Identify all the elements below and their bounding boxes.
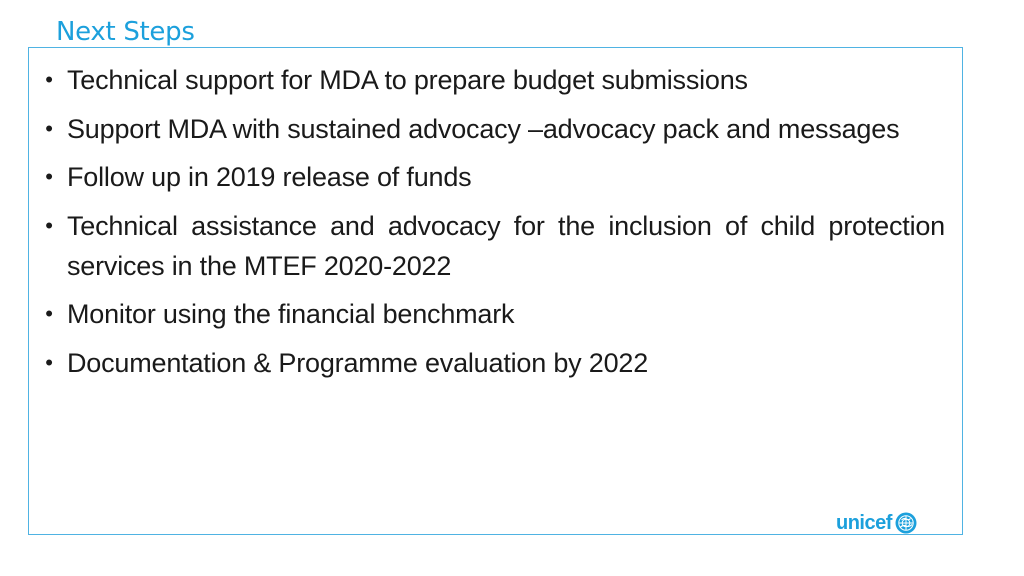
bullet-list [39,60,945,391]
bullet-text: Support MDA with sustained advocacy –advocacy pack and messages [67,113,900,144]
unicef-wordmark: unicef [836,512,892,534]
bullet-marker: • [45,115,53,141]
bullet-text: Technical assistance and advocacy for the inclusion of child protection services in the MTEF 2020-2022 [67,210,945,281]
bullet-marker: • [45,301,53,326]
bullet-marker: • [45,212,53,238]
bullet-item-6 [39,343,945,383]
bullet-text: Technical support for MDA to prepare budget submissions [67,65,748,95]
bullet-item-1 [39,60,945,100]
un-globe-emblem-icon [894,511,918,535]
bullet-marker: • [45,67,53,92]
slide-title: Next Steps [56,17,195,47]
bullet-text: Monitor using the financial benchmark [67,299,515,329]
bullet-item-3 [39,157,945,197]
bullet-text: Documentation & Programme evaluation by 2022 [67,347,649,378]
bullet-item-4 [39,206,945,286]
bullet-text: Follow up in 2019 release of funds [67,162,472,192]
bullet-marker: • [45,164,53,189]
unicef-logo [836,510,918,536]
bullet-item-2 [39,109,945,149]
bullet-marker: • [45,349,53,375]
bullet-item-5 [39,294,945,334]
content-frame [28,47,963,535]
